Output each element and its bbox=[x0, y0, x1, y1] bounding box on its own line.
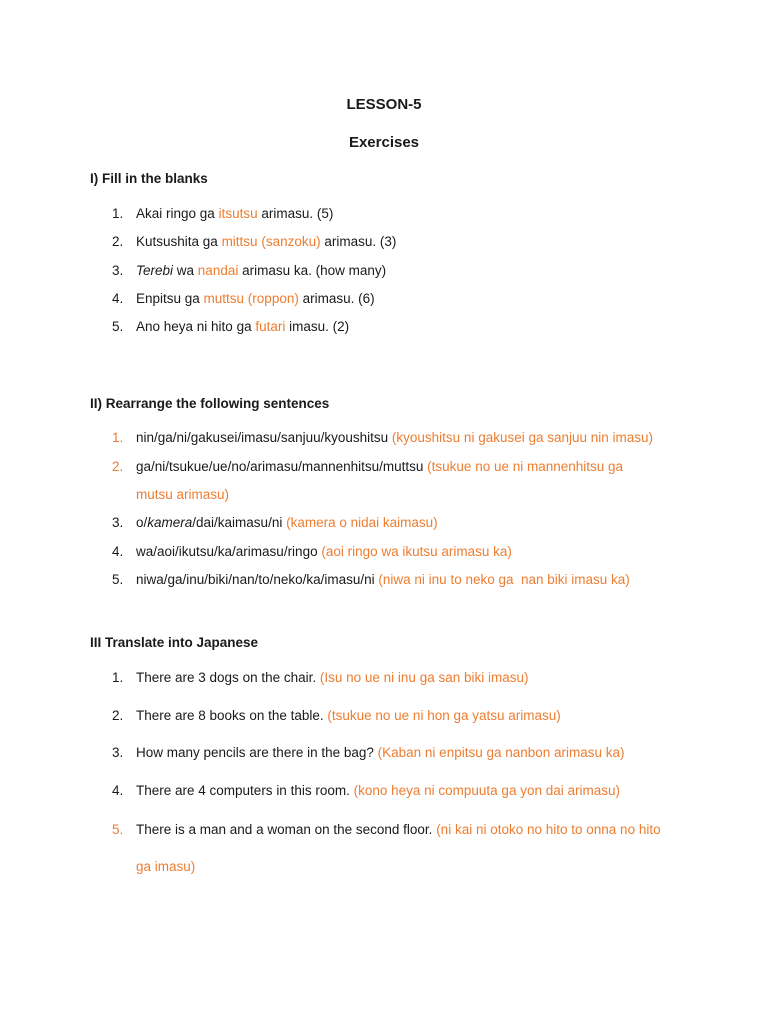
item-text: Kutsushita ga bbox=[136, 234, 222, 249]
item-text-italic: kamera bbox=[147, 515, 193, 530]
list-item bbox=[112, 289, 375, 309]
list-item bbox=[112, 457, 623, 477]
list-item bbox=[112, 542, 512, 562]
list-item bbox=[112, 204, 333, 224]
list-item bbox=[112, 781, 620, 801]
item-number: 4. bbox=[112, 291, 124, 306]
item-text-italic: Terebi bbox=[136, 263, 174, 278]
item-answer: (kamera o nidai kaimasu) bbox=[286, 515, 438, 530]
item-text: wa/aoi/ikutsu/ka/arimasu/ringo bbox=[136, 544, 322, 559]
exercises-title: Exercises bbox=[348, 134, 420, 151]
item-answer: futari bbox=[255, 319, 286, 334]
list-item bbox=[112, 513, 438, 533]
item-answer-continued: ga imasu) bbox=[136, 859, 196, 874]
item-text: o/ bbox=[136, 515, 148, 530]
item-number: 1. bbox=[112, 206, 124, 221]
item-text: There are 3 dogs on the chair. bbox=[136, 670, 320, 685]
item-answer: (aoi ringo wa ikutsu arimasu ka) bbox=[321, 544, 512, 559]
list-item bbox=[112, 743, 625, 763]
list-item bbox=[112, 820, 661, 840]
item-text: arimasu. (3) bbox=[320, 234, 397, 249]
item-text: arimasu ka. (how many) bbox=[238, 263, 387, 278]
item-number: 5. bbox=[112, 822, 124, 837]
item-answer: muttsu (roppon) bbox=[203, 291, 299, 306]
item-text: /dai/kaimasu/ni bbox=[192, 515, 287, 530]
list-item bbox=[112, 570, 630, 590]
item-text: There are 4 computers in this room. bbox=[136, 783, 354, 798]
item-text: ga/ni/tsukue/ue/no/arimasu/mannenhitsu/muttsu bbox=[136, 459, 428, 474]
item-text: There are 8 books on the table. bbox=[136, 708, 328, 723]
item-answer: (ni kai ni otoko no hito to onna no hito bbox=[436, 822, 661, 837]
item-number: 1. bbox=[112, 430, 124, 445]
item-text: arimasu. (6) bbox=[298, 291, 375, 306]
item-answer: (kyoushitsu ni gakusei ga sanjuu nin imasu) bbox=[391, 430, 654, 445]
section-heading-fill-blanks: I) Fill in the blanks bbox=[90, 171, 208, 186]
item-answer: mittsu (sanzoku) bbox=[221, 234, 321, 249]
item-number: 3. bbox=[112, 515, 124, 530]
item-text: Ano heya ni hito ga bbox=[136, 319, 256, 334]
item-text: arimasu. (5) bbox=[257, 206, 334, 221]
list-item bbox=[112, 232, 396, 252]
item-text: imasu. (2) bbox=[285, 319, 350, 334]
item-text: Enpitsu ga bbox=[136, 291, 204, 306]
item-text: Akai ringo ga bbox=[136, 206, 219, 221]
list-item bbox=[112, 428, 653, 448]
item-answer: (niwa ni inu to neko ga nan biki imasu ka) bbox=[378, 572, 630, 587]
item-answer: nandai bbox=[197, 263, 239, 278]
item-number: 4. bbox=[112, 544, 124, 559]
item-number: 5. bbox=[112, 572, 124, 587]
list-item bbox=[112, 668, 529, 688]
item-answer: (kono heya ni compuuta ga yon dai arimasu) bbox=[353, 783, 620, 798]
item-answer: (tsukue no ue ni hon ga yatsu arimasu) bbox=[327, 708, 561, 723]
item-number: 2. bbox=[112, 708, 124, 723]
item-number: 3. bbox=[112, 263, 124, 278]
item-answer: (Isu no ue ni inu ga san biki imasu) bbox=[319, 670, 529, 685]
item-number: 5. bbox=[112, 319, 124, 334]
item-number: 2. bbox=[112, 459, 124, 474]
section-heading-rearrange: II) Rearrange the following sentences bbox=[90, 396, 330, 411]
item-answer-continued: mutsu arimasu) bbox=[136, 487, 230, 502]
item-number: 3. bbox=[112, 745, 124, 760]
item-answer: itsutsu bbox=[218, 206, 258, 221]
item-number: 2. bbox=[112, 234, 124, 249]
item-number: 1. bbox=[112, 670, 124, 685]
list-item bbox=[112, 706, 561, 726]
item-text: There is a man and a woman on the second floor. bbox=[136, 822, 437, 837]
lesson-title: LESSON-5 bbox=[346, 96, 422, 113]
item-number: 4. bbox=[112, 783, 124, 798]
item-text: niwa/ga/inu/biki/nan/to/neko/ka/imasu/ni bbox=[136, 572, 379, 587]
item-text: nin/ga/ni/gakusei/imasu/sanjuu/kyoushitsu bbox=[136, 430, 392, 445]
item-answer: (Kaban ni enpitsu ga nanbon arimasu ka) bbox=[377, 745, 625, 760]
item-answer: (tsukue no ue ni mannenhitsu ga bbox=[427, 459, 624, 474]
item-text: wa bbox=[173, 263, 198, 278]
list-item bbox=[112, 261, 386, 281]
section-heading-translate: III Translate into Japanese bbox=[90, 635, 259, 650]
item-text: How many pencils are there in the bag? bbox=[136, 745, 378, 760]
list-item bbox=[112, 317, 349, 337]
